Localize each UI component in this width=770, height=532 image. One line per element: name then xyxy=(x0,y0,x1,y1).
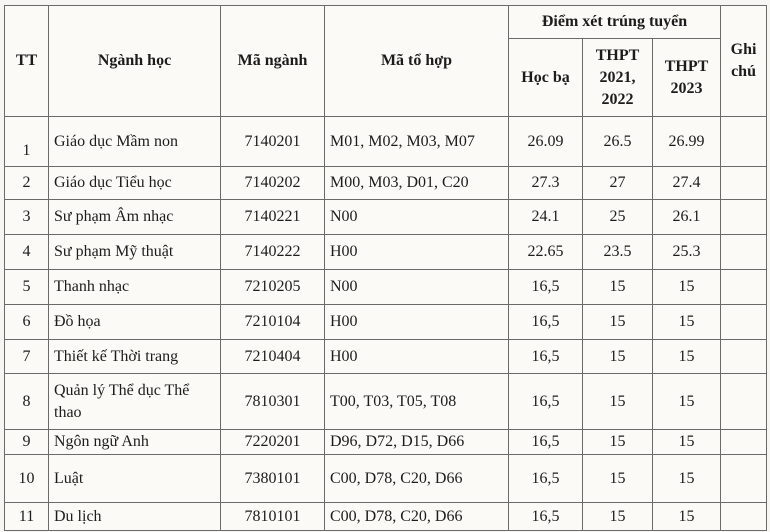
row-thpt-2023: 26.1 xyxy=(653,200,721,235)
row-tt: 10 xyxy=(5,455,49,503)
row-note xyxy=(721,200,767,235)
row-thpt-2021-2022: 26.5 xyxy=(583,117,653,167)
row-note xyxy=(721,340,767,374)
header-score-group: Điểm xét trúng tuyển xyxy=(509,6,721,39)
row-hocba: 16,5 xyxy=(509,455,583,503)
admission-scores-table xyxy=(4,5,767,531)
row-combos: H00 xyxy=(325,340,509,374)
row-thpt-2021-2022: 25 xyxy=(583,200,653,235)
row-thpt-2023: 15 xyxy=(653,305,721,340)
table-row xyxy=(5,235,767,270)
header-score-hocba: Học bạ xyxy=(509,39,583,117)
row-combos: M01, M02, M03, M07 xyxy=(325,117,509,167)
row-code: 7380101 xyxy=(221,455,325,503)
row-tt: 6 xyxy=(5,305,49,340)
row-thpt-2021-2022: 15 xyxy=(583,374,653,430)
row-hocba: 16,5 xyxy=(509,340,583,374)
header-tt: TT xyxy=(5,6,49,117)
row-thpt-2023: 15 xyxy=(653,503,721,531)
table-row xyxy=(5,374,767,430)
row-combos: D96, D72, D15, D66 xyxy=(325,430,509,455)
row-tt: 1 xyxy=(5,117,49,167)
row-hocba: 16,5 xyxy=(509,503,583,531)
row-hocba: 27.3 xyxy=(509,167,583,200)
row-major: Thanh nhạc xyxy=(49,270,221,305)
row-code: 7140201 xyxy=(221,117,325,167)
row-tt: 3 xyxy=(5,200,49,235)
row-tt: 11 xyxy=(5,503,49,531)
table-row xyxy=(5,167,767,200)
row-code: 7810301 xyxy=(221,374,325,430)
row-tt: 2 xyxy=(5,167,49,200)
table-row xyxy=(5,340,767,374)
row-code: 7210205 xyxy=(221,270,325,305)
table-row xyxy=(5,305,767,340)
row-thpt-2023: 27.4 xyxy=(653,167,721,200)
row-tt: 5 xyxy=(5,270,49,305)
row-code: 7810101 xyxy=(221,503,325,531)
row-tt: 8 xyxy=(5,374,49,430)
row-code: 7210104 xyxy=(221,305,325,340)
row-combos: M00, M03, D01, C20 xyxy=(325,167,509,200)
row-code: 7210404 xyxy=(221,340,325,374)
row-note xyxy=(721,503,767,531)
row-thpt-2021-2022: 15 xyxy=(583,503,653,531)
row-major: Giáo dục Tiểu học xyxy=(49,167,221,200)
row-thpt-2021-2022: 15 xyxy=(583,340,653,374)
row-major: Ngôn ngữ Anh xyxy=(49,430,221,455)
row-hocba: 22.65 xyxy=(509,235,583,270)
row-major: Sư phạm Mỹ thuật xyxy=(49,235,221,270)
row-hocba: 16,5 xyxy=(509,374,583,430)
row-note xyxy=(721,235,767,270)
header-major-code: Mã ngành xyxy=(221,6,325,117)
row-tt: 4 xyxy=(5,235,49,270)
row-thpt-2023: 15 xyxy=(653,455,721,503)
header-combos: Mã tổ hợp xyxy=(325,6,509,117)
row-note xyxy=(721,374,767,430)
row-thpt-2021-2022: 27 xyxy=(583,167,653,200)
row-code: 7140222 xyxy=(221,235,325,270)
row-hocba: 24.1 xyxy=(509,200,583,235)
row-note xyxy=(721,117,767,167)
row-major: Luật xyxy=(49,455,221,503)
header-major: Ngành học xyxy=(49,6,221,117)
row-combos: N00 xyxy=(325,270,509,305)
row-note xyxy=(721,167,767,200)
row-thpt-2023: 26.99 xyxy=(653,117,721,167)
table-row xyxy=(5,117,767,167)
row-hocba: 16,5 xyxy=(509,270,583,305)
row-tt: 9 xyxy=(5,430,49,455)
row-thpt-2021-2022: 15 xyxy=(583,270,653,305)
row-thpt-2021-2022: 23.5 xyxy=(583,235,653,270)
row-major: Đồ họa xyxy=(49,305,221,340)
table-row xyxy=(5,270,767,305)
row-hocba: 16,5 xyxy=(509,305,583,340)
row-hocba: 16,5 xyxy=(509,430,583,455)
table-row xyxy=(5,455,767,503)
row-code: 7140202 xyxy=(221,167,325,200)
row-thpt-2021-2022: 15 xyxy=(583,305,653,340)
row-major: Sư phạm Âm nhạc xyxy=(49,200,221,235)
row-combos: H00 xyxy=(325,305,509,340)
table-row xyxy=(5,430,767,455)
row-combos: C00, D78, C20, D66 xyxy=(325,455,509,503)
row-code: 7220201 xyxy=(221,430,325,455)
row-combos: H00 xyxy=(325,235,509,270)
row-major: Du lịch xyxy=(49,503,221,531)
row-combos: T00, T03, T05, T08 xyxy=(325,374,509,430)
row-major: Giáo dục Mầm non xyxy=(49,117,221,167)
row-thpt-2023: 15 xyxy=(653,374,721,430)
row-combos: C00, D78, C20, D66 xyxy=(325,503,509,531)
row-thpt-2023: 15 xyxy=(653,430,721,455)
row-tt: 7 xyxy=(5,340,49,374)
row-thpt-2023: 25.3 xyxy=(653,235,721,270)
row-thpt-2023: 15 xyxy=(653,340,721,374)
row-thpt-2021-2022: 15 xyxy=(583,455,653,503)
table-row xyxy=(5,200,767,235)
row-thpt-2021-2022: 15 xyxy=(583,430,653,455)
row-note xyxy=(721,430,767,455)
row-major: Thiết kế Thời trang xyxy=(49,340,221,374)
row-combos: N00 xyxy=(325,200,509,235)
row-code: 7140221 xyxy=(221,200,325,235)
row-major: Quản lý Thể dục Thể thao xyxy=(49,374,221,430)
row-note xyxy=(721,270,767,305)
row-note xyxy=(721,305,767,340)
header-score-thpt-2021-2022: THPT 2021, 2022 xyxy=(583,39,653,117)
row-hocba: 26.09 xyxy=(509,117,583,167)
row-note xyxy=(721,455,767,503)
row-thpt-2023: 15 xyxy=(653,270,721,305)
header-note: Ghi chú xyxy=(721,6,767,117)
table-row xyxy=(5,503,767,531)
header-score-thpt-2023: THPT 2023 xyxy=(653,39,721,117)
